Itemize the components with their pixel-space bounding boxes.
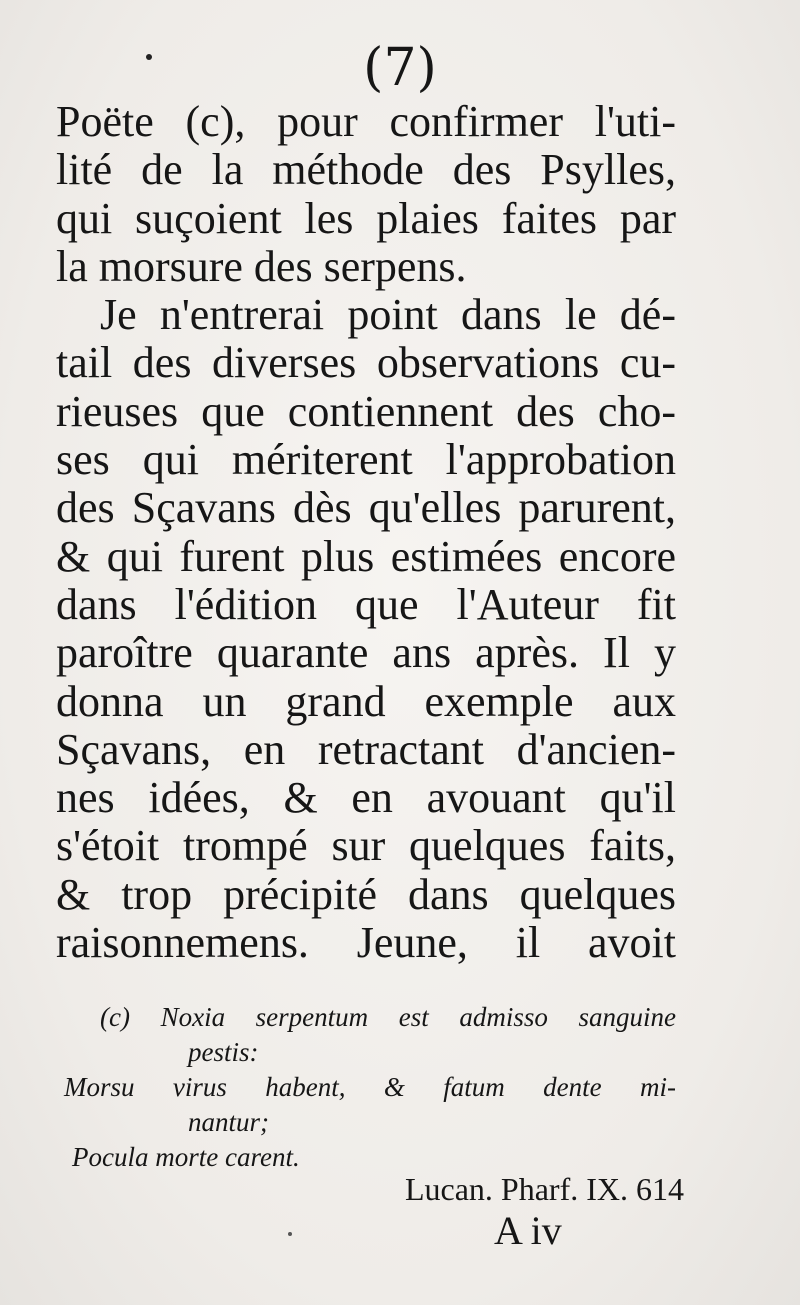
body-line: raisonnemens. Jeune, il avoit [56,918,676,968]
signature-mark: A iv [494,1208,562,1253]
footnote-line: Morsu virus habent, & fatum dente mi- [64,1072,676,1102]
body-line: rieuses que contiennent des cho- [56,386,676,436]
body-text [56,98,676,967]
page-number: (7) [363,38,437,98]
body-line: donna un grand exemple aux [56,676,676,726]
body-line: des Sçavans dès qu'elles parurent, [56,483,676,533]
footnote-citation: Lucan. Pharf. IX. 614 [404,1171,684,1207]
footnote [64,1000,676,1175]
body-line: dans l'édition que l'Auteur fit [56,579,676,629]
ink-speck [288,1232,292,1236]
body-line: lité de la méthode des Psylles, [56,145,676,195]
body-line: & qui furent plus estimées encore [56,531,676,581]
body-line: tail des diverses observations cu- [56,338,676,388]
body-line: Je n'entrerai point dans le dé- [100,290,676,340]
body-line: nes idées, & en avouant qu'il [56,773,676,823]
body-line: Poëte (c), pour confirmer l'uti- [56,97,676,146]
body-line: ses qui mériterent l'approbation [56,435,676,485]
body-line: qui suçoient les plaies faites par [56,193,676,243]
footnote-line: nantur; [188,1107,269,1137]
body-line: paroître quarante ans après. Il y [56,628,676,678]
footnote-line: pestis: [188,1037,259,1067]
body-line: Sçavans, en retractant d'ancien- [56,724,676,774]
footnote-line: (c) Noxia serpentum est admisso sanguine [100,1002,676,1032]
body-line: & trop précipité dans quelques [56,869,676,919]
body-line: s'étoit trompé sur quelques faits, [56,821,676,871]
body-line: la morsure des serpens. [56,241,467,291]
footnote-line: Pocula morte carent. [72,1142,300,1172]
